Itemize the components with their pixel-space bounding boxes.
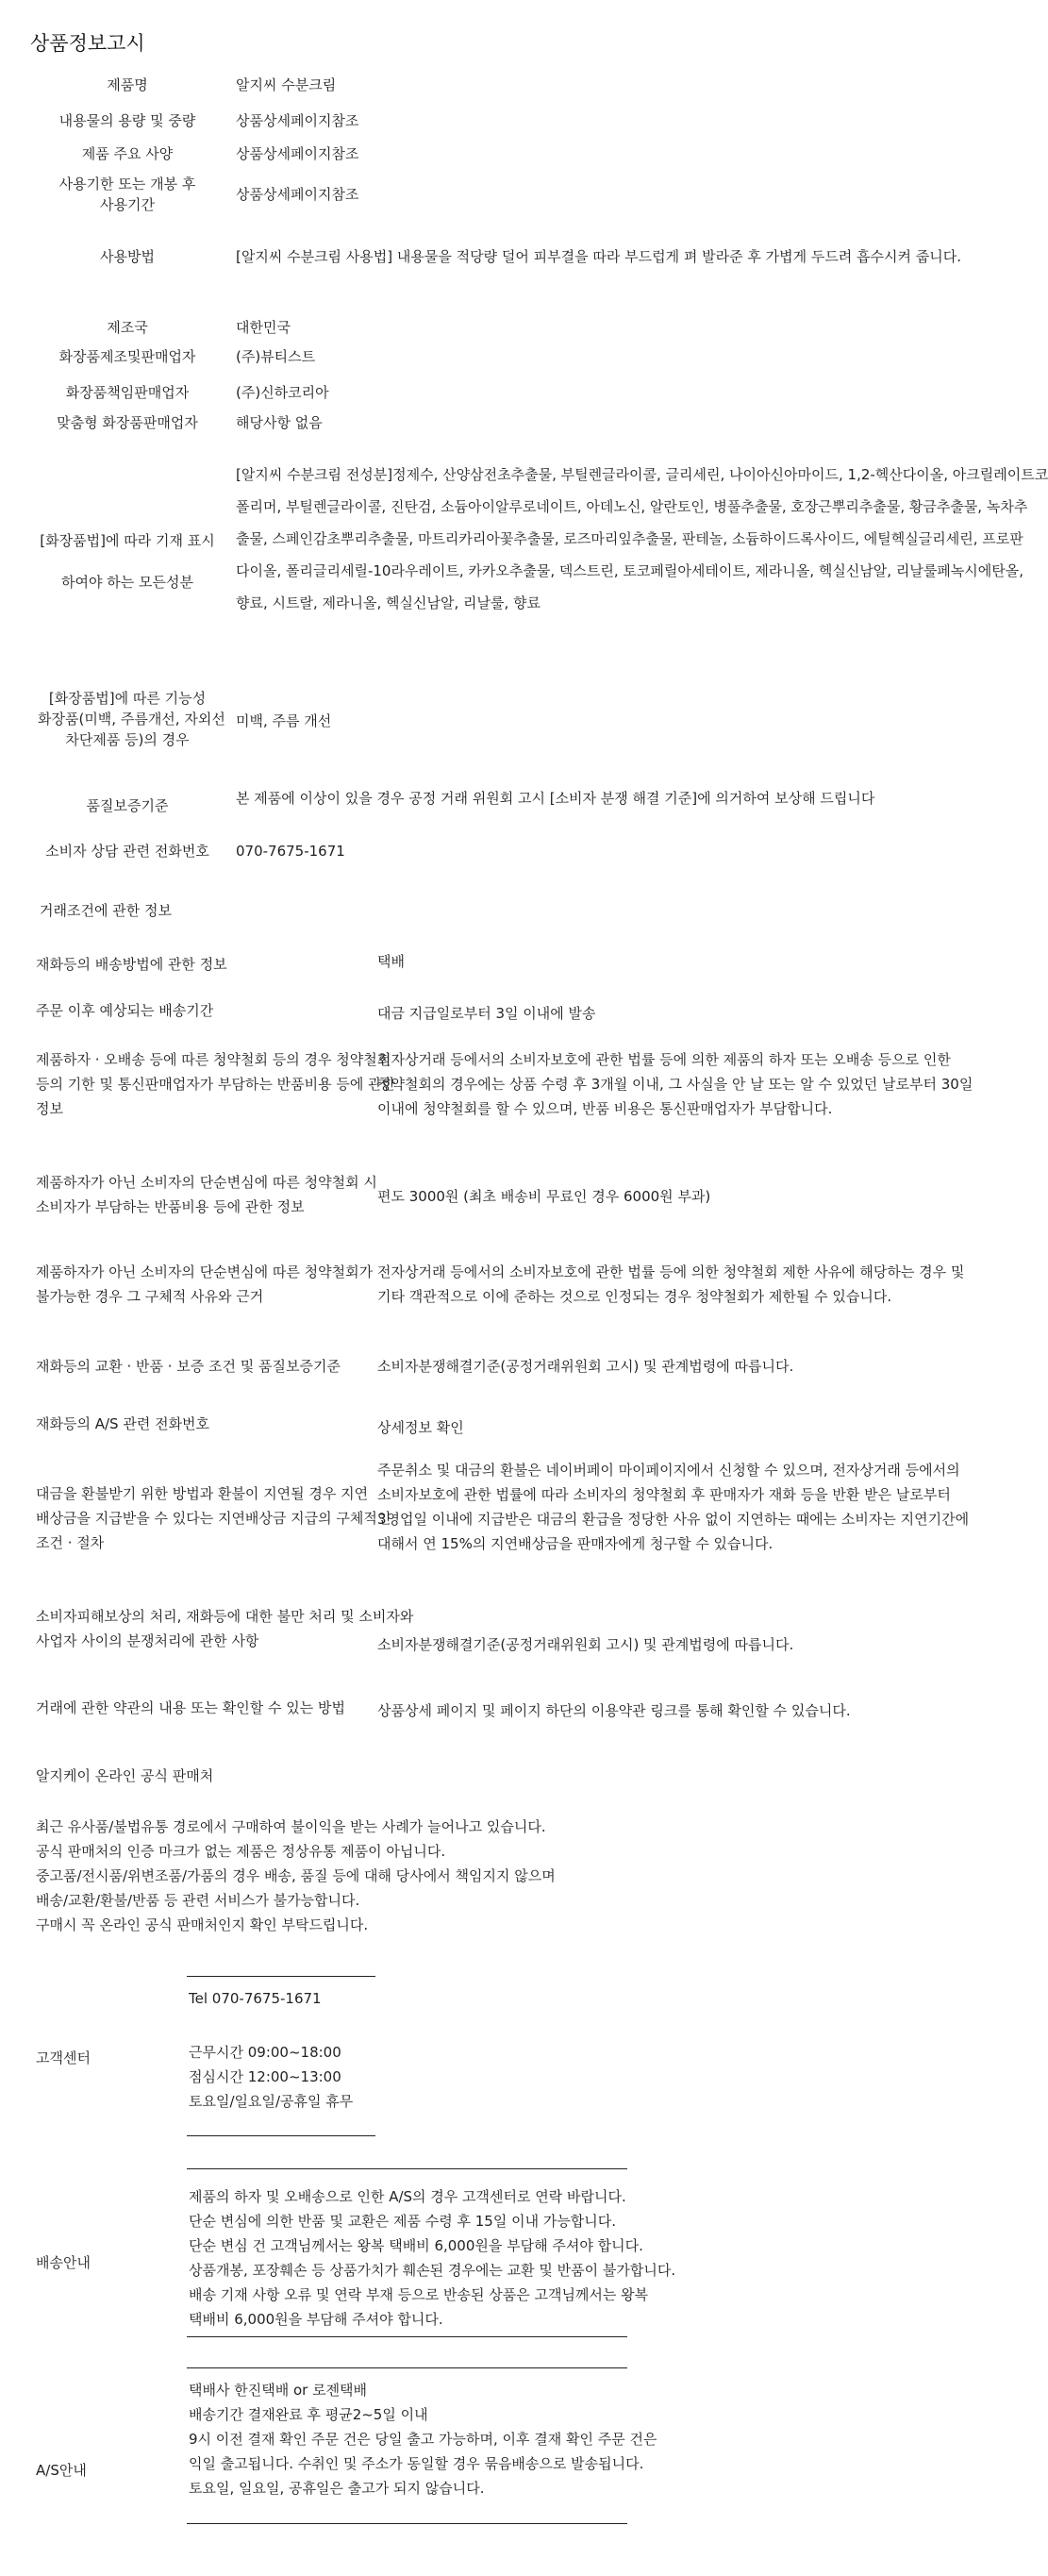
ingredients-line: 출물, 스페인감초뿌리추출물, 마트리카리아꽃추출물, 로즈마리잎추출물, 판테놀, 소듐하이드록사이드, 에틸헥실글리세린, 프로판	[236, 530, 1023, 547]
hours-line: 근무시간 09:00~18:00	[189, 2044, 341, 2061]
shipping-info	[189, 2184, 675, 2332]
page-title: 상품정보고시	[30, 32, 145, 55]
label-seller: 화장품책임판매업자	[65, 384, 190, 401]
trade-row-1-left: 재화등의 배송방법에 관한 정보	[36, 956, 227, 973]
hours-line: 점심시간 12:00~13:00	[189, 2068, 341, 2085]
label-functional-3: 차단제품 등)의 경우	[65, 731, 190, 748]
ingredients-line: 폴리머, 부틸렌글라이콜, 진탄검, 소듐아이알루로네이트, 아데노신, 알란토인, 병풀추출물, 호장근뿌리추출물, 황금추출물, 녹차추	[236, 498, 1028, 515]
shipping-line: 제품의 하자 및 오배송으로 인한 A/S의 경우 고객센터로 연락 바랍니다.	[189, 2188, 626, 2205]
trade-row-8-left: 대금을 환불받기 위한 방법과 환불이 지연될 경우 지연 배상금을 지급받을 수 있다는 지연배상금 지급의 구체적인 조건 · 절차	[36, 1485, 391, 1551]
label-capacity: 내용물의 용량 및 중량	[58, 112, 196, 129]
trade-row-6-right: 소비자분쟁해결기준(공정거래위원회 고시) 및 관계법령에 따릅니다.	[377, 1358, 794, 1375]
value-country: 대한민국	[236, 319, 291, 336]
ingredients-line: [알지씨 수분크림 전성분]정제수, 산양삼전초추출물, 부틸렌글라이콜, 글리세린, 나이아신아마이드, 1,2-헥산다이올, 아크릴레이트코	[236, 466, 1048, 483]
as-line: 익일 출고됩니다. 수취인 및 주소가 동일할 경우 묶음배송으로 발송됩니다.	[189, 2455, 644, 2472]
trade-row-10-right: 상품상세 페이지 및 페이지 하단의 이용약관 링크를 통해 확인할 수 있습니다.	[377, 1702, 851, 1719]
shipping-line: 단순 변심에 의한 반품 및 교환은 제품 수령 후 15일 이내 가능합니다.	[189, 2213, 617, 2230]
value-cs-phone: 070-7675-1671	[236, 843, 345, 860]
shipping-line: 상품개봉, 포장훼손 등 상품가치가 훼손된 경우에는 교환 및 반품이 불가합니다.	[189, 2262, 676, 2279]
divider	[187, 1976, 375, 1977]
label-custom: 맞춤형 화장품판매업자	[57, 414, 198, 431]
trade-row-2-right: 대금 지급일로부터 3일 이내에 발송	[377, 1005, 596, 1022]
official-line: 공식 판매처의 인증 마크가 없는 제품은 정상유통 제품이 아닙니다.	[36, 1843, 446, 1860]
shipping-line: 배송 기재 사항 오류 및 연락 부재 등으로 반송된 상품은 고객님께서는 왕복	[189, 2286, 649, 2303]
value-specs: 상품상세페이지참조	[236, 145, 359, 162]
value-seller: (주)신하코리아	[236, 384, 329, 401]
as-label: A/S안내	[36, 2462, 87, 2479]
trade-row-9-left: 소비자피해보상의 처리, 재화등에 대한 불만 처리 및 소비자와 사업자 사이의 분쟁처리에 관한 사항	[36, 1608, 414, 1649]
official-heading: 알지케이 온라인 공식 판매처	[36, 1767, 214, 1784]
official-notice	[36, 1815, 556, 1937]
label-cs-phone: 소비자 상담 관련 전화번호	[45, 843, 209, 860]
divider	[187, 2367, 627, 2368]
label-maker: 화장품제조및판매업자	[58, 348, 196, 365]
trade-row-4-right: 편도 3000원 (최초 배송비 무료인 경우 6000원 부과)	[377, 1188, 711, 1205]
value-custom: 해당사항 없음	[236, 414, 323, 431]
as-line: 배송기간 결재완료 후 평균2~5일 이내	[189, 2406, 428, 2423]
trade-row-9-right: 소비자분쟁해결기준(공정거래위원회 고시) 및 관계법령에 따릅니다.	[377, 1636, 794, 1653]
label-expiry-1: 사용기한 또는 개봉 후	[58, 176, 196, 192]
trade-row-1-right: 택배	[377, 953, 405, 970]
divider	[187, 2523, 627, 2524]
trade-row-7-left: 재화등의 A/S 관련 전화번호	[36, 1415, 210, 1432]
label-quality: 품질보증기준	[86, 797, 169, 814]
value-product-name: 알지씨 수분크림	[236, 76, 337, 93]
trade-row-3-left: 제품하자 · 오배송 등에 따른 청약철회 등의 경우 청약철회 등의 기한 및 통신판매업자가 부담하는 반품비용 등에 관한 정보	[36, 1051, 396, 1117]
trade-row-4-left: 제품하자가 아닌 소비자의 단순변심에 따른 청약철회 시 소비자가 부담하는 반품비용 등에 관한 정보	[36, 1174, 377, 1215]
trade-row-2-left: 주문 이후 예상되는 배송기간	[36, 1002, 214, 1019]
shipping-line: 단순 변심 건 고객님께서는 왕복 택배비 6,000원을 부담해 주셔야 합니다.	[189, 2237, 643, 2254]
value-functional: 미백, 주름 개선	[236, 712, 332, 729]
value-expiry: 상품상세페이지참조	[236, 186, 359, 203]
label-product-name: 제품명	[107, 76, 148, 93]
official-line: 구매시 꼭 온라인 공식 판매처인지 확인 부탁드립니다.	[36, 1916, 369, 1933]
label-ingredients-2: 하여야 하는 모든성분	[61, 574, 193, 591]
customer-center-tel: Tel 070-7675-1671	[189, 1990, 322, 2007]
label-functional-1: [화장품법]에 따른 기능성	[48, 690, 207, 707]
value-maker: (주)뷰티스트	[236, 348, 316, 365]
trade-row-6-left: 재화등의 교환 · 반품 · 보증 조건 및 품질보증기준	[36, 1358, 341, 1375]
label-specs: 제품 주요 사양	[81, 145, 174, 162]
label-usage: 사용방법	[100, 248, 155, 265]
ingredients-line: 향료, 시트랄, 제라니올, 헥실신남알, 리날룰, 향료	[236, 594, 541, 611]
as-line: 택배사 한진택배 or 로젠택배	[189, 2382, 368, 2399]
official-line: 최근 유사품/불법유통 경로에서 구매하여 불이익을 받는 사례가 늘어나고 있습니다.	[36, 1818, 546, 1835]
value-quality: 본 제품에 이상이 있을 경우 공정 거래 위원회 고시 [소비자 분쟁 해결 기준]에 의거하여 보상해 드립니다	[236, 790, 875, 807]
shipping-line: 택배비 6,000원을 부담해 주셔야 합니다.	[189, 2311, 443, 2328]
trade-row-10-left: 거래에 관한 약관의 내용 또는 확인할 수 있는 방법	[36, 1699, 345, 1716]
label-country: 제조국	[107, 319, 148, 336]
trade-row-3-right: 전자상거래 등에서의 소비자보호에 관한 법률 등에 의한 제품의 하자 또는 오배송 등으로 인한 청약철회의 경우에는 상품 수령 후 3개월 이내, 그 사실을 안 날 또는 알 수 있었던 날로부터 30일 이내에 청약철회를 할 수 있으며, 반품 비용은 통신판매업자가 부담합니다.	[377, 1051, 973, 1117]
trade-row-5-left: 제품하자가 아닌 소비자의 단순변심에 따른 청약철회가 불가능한 경우 그 구체적 사유와 근거	[36, 1263, 374, 1305]
customer-center-label: 고객센터	[36, 2049, 91, 2066]
divider	[187, 2168, 627, 2169]
as-line: 9시 이전 결재 확인 주문 건은 당일 출고 가능하며, 이후 결재 확인 주문 건은	[189, 2431, 657, 2448]
divider	[187, 2336, 627, 2337]
trade-row-5-right: 전자상거래 등에서의 소비자보호에 관한 법률 등에 의한 청약철회 제한 사유에 해당하는 경우 및 기타 객관적으로 이에 준하는 것으로 인정되는 경우 청약철회가 제한될 수 있습니다.	[377, 1263, 965, 1305]
hours-line: 토요일/일요일/공휴일 휴무	[189, 2093, 354, 2110]
ingredients-list	[236, 459, 1048, 619]
official-line: 배송/교환/환불/반품 등 관련 서비스가 불가능합니다.	[36, 1892, 360, 1909]
trade-heading: 거래조건에 관한 정보	[40, 902, 172, 919]
label-expiry-2: 사용기간	[100, 196, 155, 213]
customer-center-hours	[189, 2040, 353, 2114]
official-line: 중고품/전시품/위변조품/가품의 경우 배송, 품질 등에 대해 당사에서 책임지지 않으며	[36, 1867, 556, 1884]
divider	[187, 2135, 375, 2136]
label-ingredients-1: [화장품법]에 따라 기재 표시	[40, 532, 215, 549]
trade-row-7-right: 상세정보 확인	[377, 1419, 464, 1436]
ingredients-line: 다이올, 폴리글리세릴-10라우레이트, 카카오추출물, 덱스트린, 토코페릴아세테이트, 제라니올, 헥실신남알, 리날룰페녹시에탄올,	[236, 562, 1024, 579]
shipping-label: 배송안내	[36, 2254, 91, 2271]
trade-row-8-right: 주문취소 및 대금의 환불은 네이버페이 마이페이지에서 신청할 수 있으며, 전자상거래 등에서의 소비자보호에 관한 법률에 따라 소비자의 청약철회 후 판매자가 재화 등을 반환 받은 날로부터 3영업일 이내에 지급받은 대금의 환급을 정당한 사유 없이 지연하는 때에는 소비자는 지연기간에 대해서 연 15%의 지연배상금을 판매자에게 청구할 수 있습니다.	[377, 1462, 970, 1552]
label-functional-2: 화장품(미백, 주름개선, 자외선	[38, 711, 225, 728]
as-info	[189, 2378, 657, 2501]
as-line: 토요일, 일요일, 공휴일은 출고가 되지 않습니다.	[189, 2480, 485, 2497]
value-capacity: 상품상세페이지참조	[236, 112, 359, 129]
value-usage: [알지씨 수분크림 사용법] 내용물을 적당량 덜어 피부결을 따라 부드럽게 펴 발라준 후 가볍게 두드려 흡수시켜 줍니다.	[236, 248, 962, 265]
